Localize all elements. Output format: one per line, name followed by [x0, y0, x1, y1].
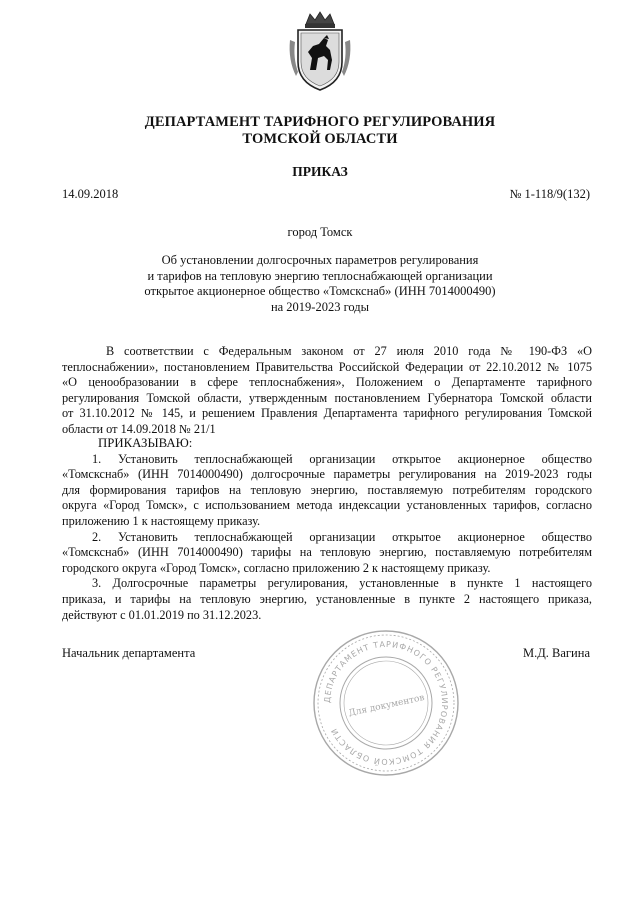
clause-line: 3. Долгосрочные параметры регулирования, установленные в пункте 1 настоящего [92, 576, 592, 591]
preamble-line: «О ценообразовании в сфере теплоснабжения», Положением о Департаменте тарифного [62, 375, 592, 390]
organization-name-line1: ДЕПАРТАМЕНТ ТАРИФНОГО РЕГУЛИРОВАНИЯ [144, 114, 496, 130]
preamble-line: области от 14.09.2018 № 21/1 [62, 421, 216, 436]
clause-line: городского округа «Город Томск», согласно приложению 2 к настоящему приказу. [62, 560, 491, 575]
preamble-line: от 31.10.2012 № 145, и решением Правления Департамента тарифного регулирования Томской [62, 406, 592, 421]
preamble-paragraph [62, 344, 592, 438]
orders-section [62, 436, 592, 623]
subject-line: и тарифов на тепловую энергию теплоснабжающей организации [147, 268, 493, 283]
seal-ring-text: ДЕПАРТАМЕНТ ТАРИФНОГО РЕГУЛИРОВАНИЯ ТОМСКОЙ ОБЛАСТИ [322, 639, 450, 767]
organization-name-line2: ТОМСКОЙ ОБЛАСТИ [242, 131, 398, 147]
seal-center-text: Для документов [347, 693, 426, 719]
tomsk-oblast-coat-of-arms-icon [286, 10, 354, 96]
subject-line: на 2019-2023 годы [270, 299, 370, 314]
subject-line: открытое акционерное общество «Томскснаб» (ИНН 7014000490) [144, 284, 496, 298]
clause-line: приложению 1 к настоящему приказу. [62, 513, 261, 528]
document-type: ПРИКАЗ [292, 164, 348, 179]
preamble-line: В соответствии с Федеральным законом от 27 июля 2010 года № 190-ФЗ «О [106, 344, 592, 358]
document-number: № 1-118/9(132) [509, 187, 590, 201]
signatory-title: Начальник департамента [62, 646, 196, 660]
clause-line: 1. Установить теплоснабжающей организации открытое акционерное общество [92, 451, 592, 466]
preamble-line: регулирования Томской области, утвержденным постановлением Губернатора Томской области [62, 390, 592, 405]
clause-line: приказа, и тарифы на тепловую энергию, установленные в пункте 2 настоящего приказа, [62, 591, 592, 606]
signatory-name: М.Д. Вагина [523, 646, 590, 660]
official-seal-icon [311, 628, 461, 778]
clause-line: «Томскснаб» (ИНН 7014000490) долгосрочные параметры регулирования на 2019-2023 годы [62, 467, 592, 482]
clause-line: для формирования тарифов на тепловую энергию, поставляемую потребителям городского [62, 482, 592, 497]
preamble-line: теплоснабжении», постановлением Правительства Российской Федерации от 22.10.2012 № 1075 [62, 359, 592, 374]
clause-line: действуют с 01.01.2019 по 31.12.2023. [62, 607, 262, 622]
document-city: город Томск [287, 225, 353, 239]
clause-line: округа «Город Томск», с использованием метода индексации установленных тарифов, согласно [62, 498, 592, 513]
document-subject [0, 253, 640, 315]
document-date: 14.09.2018 [62, 187, 119, 201]
clause-line: «Томскснаб» (ИНН 7014000490) тарифы на тепловую энергию, поставляемую потребителям [62, 545, 592, 560]
clause-line: 2. Установить теплоснабжающей организации открытое акционерное общество [92, 529, 592, 544]
order-word: ПРИКАЗЫВАЮ: [98, 436, 193, 450]
subject-line: Об установлении долгосрочных параметров регулирования [161, 253, 479, 267]
